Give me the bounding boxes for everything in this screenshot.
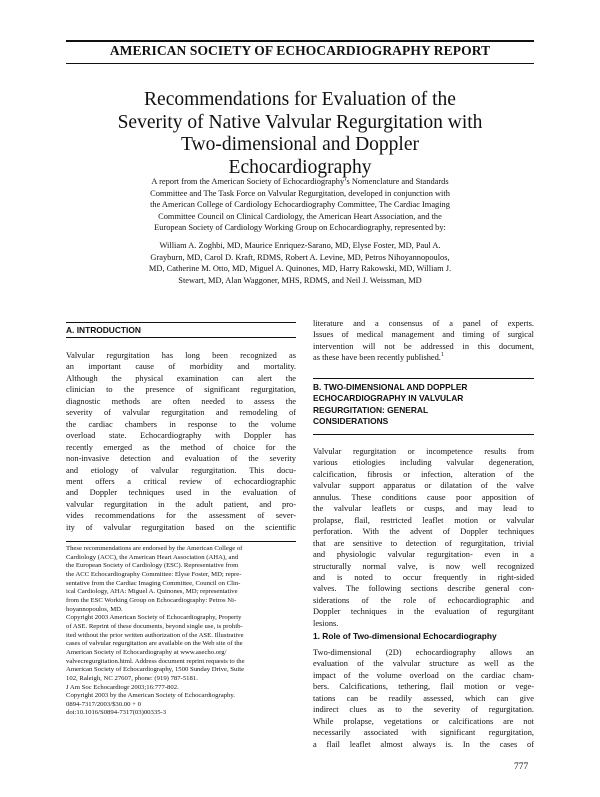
text-line: the valvular leaflets or cusps, and may lead to [313,504,534,514]
header-rule [66,63,534,64]
heading-line: ECHOCARDIOGRAPHY IN VALVULAR [313,393,464,404]
footnote-line: the ACC Echocardiography Committee: Elyse Foster, MD; repre- [66,570,242,578]
page-number: 777 [514,762,529,772]
text-line: lesions. [313,618,339,628]
text-line [313,352,534,363]
text-line: that are sensitive to detection of regurgitation, trivial [313,538,534,548]
intro-paragraph [66,350,296,533]
text-line: various etiologies including valvular degeneration, [313,458,534,468]
footnote-line: hoyannopoulos, MD. [66,605,123,613]
section-a-heading [66,325,296,336]
footnote-line: doi:10.1016/S0894-7317(03)00335-3 [66,709,167,717]
text-line: While prolapse, vegetations or calcifications are not [313,716,534,726]
footnote-line: ited without the prior written authorization of the ASE. Illustrative [66,631,244,639]
subsection-heading [313,631,534,642]
author-list [100,240,500,286]
abstract-line: the American College of Cardiology Echocardiography Committee, The Cardiac Imaging [150,200,450,210]
text-line: indirect clues as to the severity of regurgitation. [313,705,534,715]
section-rule [66,322,296,323]
author-line: Stewart, MD, Alan Waggoner, MHS, RDMS, and Neil J. Weissman, MD [178,275,422,285]
text-line: Issues of medical management and timing of surgical [313,330,534,340]
intro-continuation [313,318,534,364]
text-line: Valvular regurgitation or incompetence results from [313,447,534,456]
text-line: an important cause of morbidity and mortality. [66,362,296,372]
text-line: non-invasive detection and evaluation of the severity [66,454,296,464]
article-title [80,89,520,179]
text-line: tations can be readily assessed, which can give [313,693,534,703]
text-line: bers. Calcifications, tethering, flail motion or vege- [313,682,534,692]
footnote-line: ical Cardiology, AHA: Miguel A. Quinones, MD; representative [66,588,238,596]
footnote-rule [66,541,296,542]
text-line: Valvular regurgitation has long been recognized as [66,351,296,360]
section-b-heading [313,382,534,428]
text-line: necessarily associated with significant regurgitation, [313,728,534,738]
title-line: Two-dimensional and Doppler [181,134,419,155]
section-b-paragraph [313,446,534,629]
abstract [118,176,482,234]
text-line: recently emerged as the method of choice for the [66,442,296,452]
footnote-line: These recommendations are endorsed by the American College of [66,545,243,552]
reference-superscript: 1 [440,352,444,359]
text-line: a flail leaflet almost always is. In the cases of [313,739,534,749]
text-line: and etiology of valvular regurgitation. This docu- [66,465,296,475]
text-line: Although the physical examination can alert the [66,373,296,383]
text-line: calcification, fibrosis or infection, alteration of the [313,469,534,479]
text-line: valvular support apparatus or dilatation of the valve [313,481,534,491]
text-line: ity of valvular regurgitation based on the scientific [66,522,296,532]
footnote-line: Copyright 2003 by the American Society of Echocardiography. [66,692,235,700]
text-line: valves. The following sections describe general con- [313,584,534,594]
text-line: diagnostic methods are often needed to assess the [66,396,296,406]
text-line: structurally normal valve, is now well recognized [313,561,534,571]
text-line: clinician to the presence of significant regurgitation, [66,385,296,395]
heading-line: CONSIDERATIONS [313,416,389,427]
author-line: William A. Zoghbi, MD, Maurice Enriquez-Sarano, MD, Elyse Foster, MD, Paul A. [159,241,441,250]
footnote-line: valvecregurgitation.html. Address document reprint requests to the [66,657,245,665]
text-line: and is noted to occur frequently in right-sided [313,572,534,582]
text-line: overload state. Echocardiography with Doppler has [66,431,296,441]
footnote-line: cases of valvular regurgitation are available on the Web site of the [66,640,243,648]
footnote-line: J Am Soc Echocardiogr 2003;16:777-802. [66,683,179,691]
text-line: valvular regurgitation in the adult patient, and pro- [66,499,296,509]
footnote-line: American Society of Echocardiography at www.asecho.org/ [66,648,227,656]
footnote-line: 0894-7317/2003/$30.00 + 0 [66,700,141,708]
section-rule [313,378,534,379]
footnote-line: of ASE. Reprint of these documents, beyond single use, is prohib- [66,622,243,630]
header-rule [66,40,534,42]
text-line: Doppler techniques in the evaluation of regurgitant [313,607,534,617]
abstract-line: Committee and The Task Force on Valvular Regurgitation, developed in conjunction with [150,188,450,198]
text-line: literature and a consensus of a panel of experts. [313,319,534,328]
journal-header: AMERICAN SOCIETY OF ECHOCARDIOGRAPHY REPORT [109,43,491,58]
abstract-line: Committee Council on Clinical Cardiology, the American Heart Association, and the [158,211,442,221]
text-line: impact of the volume overload on the cardiac cham- [313,670,534,680]
subsection-paragraph [313,647,534,750]
footnote-line: 102, Raleigh, NC 27607, phone: (919) 787-5181. [66,674,198,682]
text-line: perforation. With the advent of Doppler techniques [313,527,534,537]
text-line-content: as these have been recently published. [313,353,441,363]
section-rule [313,434,534,435]
text-line: intervention will not be addressed in this document, [313,341,534,351]
heading-line: REGURGITATION: GENERAL [313,404,429,415]
section-rule [66,337,296,338]
footnote-line: the European Society of Cardiology (ESC). Representative from [66,562,239,570]
text-line: evaluation of the valvular structure as well as the [313,659,534,669]
text-line: annulus. These conditions cause poor apposition of [313,492,534,502]
footnote-line: Cardiology (ACC), the American Heart Association (AHA), and [66,553,239,561]
text-line: the cardiac chambers in response to the volume [66,419,296,429]
footnote-line: sentative from the Cardiac Imaging Committee, Council on Clin- [66,579,241,587]
subsection-heading-text: 1. Role of Two-dimensional Echocardiography [313,631,497,641]
heading-line: B. TWO-DIMENSIONAL AND DOPPLER [313,382,468,392]
footnote-line: Copyright 2003 American Society of Echocardiography, Property [66,614,242,622]
text-line: prolapse, flail, restricted leaflet motion or valvular [313,515,534,525]
title-line: Recommendations for Evaluation of the [144,89,456,110]
footnote-line: American Society of Echocardiography, 1500 Sunday Drive, Suite [66,666,245,674]
text-line: and Doppler techniques used in the evaluation of [66,488,296,498]
author-line: MD, Catherine M. Otto, MD, Miguel A. Quinones, MD, Harry Rakowski, MD, William J. [148,264,452,274]
section-heading-text: A. INTRODUCTION [66,325,141,335]
text-line: siderations of the role of echocardiographic and [313,595,534,605]
text-line: vides recommendations for the assessment of sever- [66,511,296,521]
footnote-line: from the ESC Working Group on Echocardiography: Petros Ni- [66,596,237,604]
text-line: ment offers a critical review of echocardiographic [66,476,296,486]
text-line: and physiologic valvular regurgitation- even in a [313,550,534,560]
author-line: Grayburn, MD, Carol D. Kraft, RDMS, Robert A. Levine, MD, Petros Nihoyannopoulos, [150,252,450,262]
abstract-line: European Society of Cardiology Working Group on Echocardiography, represented by: [154,223,446,233]
abstract-line: A report from the American Society of Echocardiography’s Nomenclature and Standards [151,177,449,186]
text-line: severity of valvular regurgitation and remodeling of [66,408,296,418]
title-line: Severity of Native Valvular Regurgitation with [117,111,483,133]
footnote [66,545,296,718]
title-line: Echocardiography [228,156,372,178]
text-line: Two-dimensional (2D) echocardiography allows an [313,648,534,657]
